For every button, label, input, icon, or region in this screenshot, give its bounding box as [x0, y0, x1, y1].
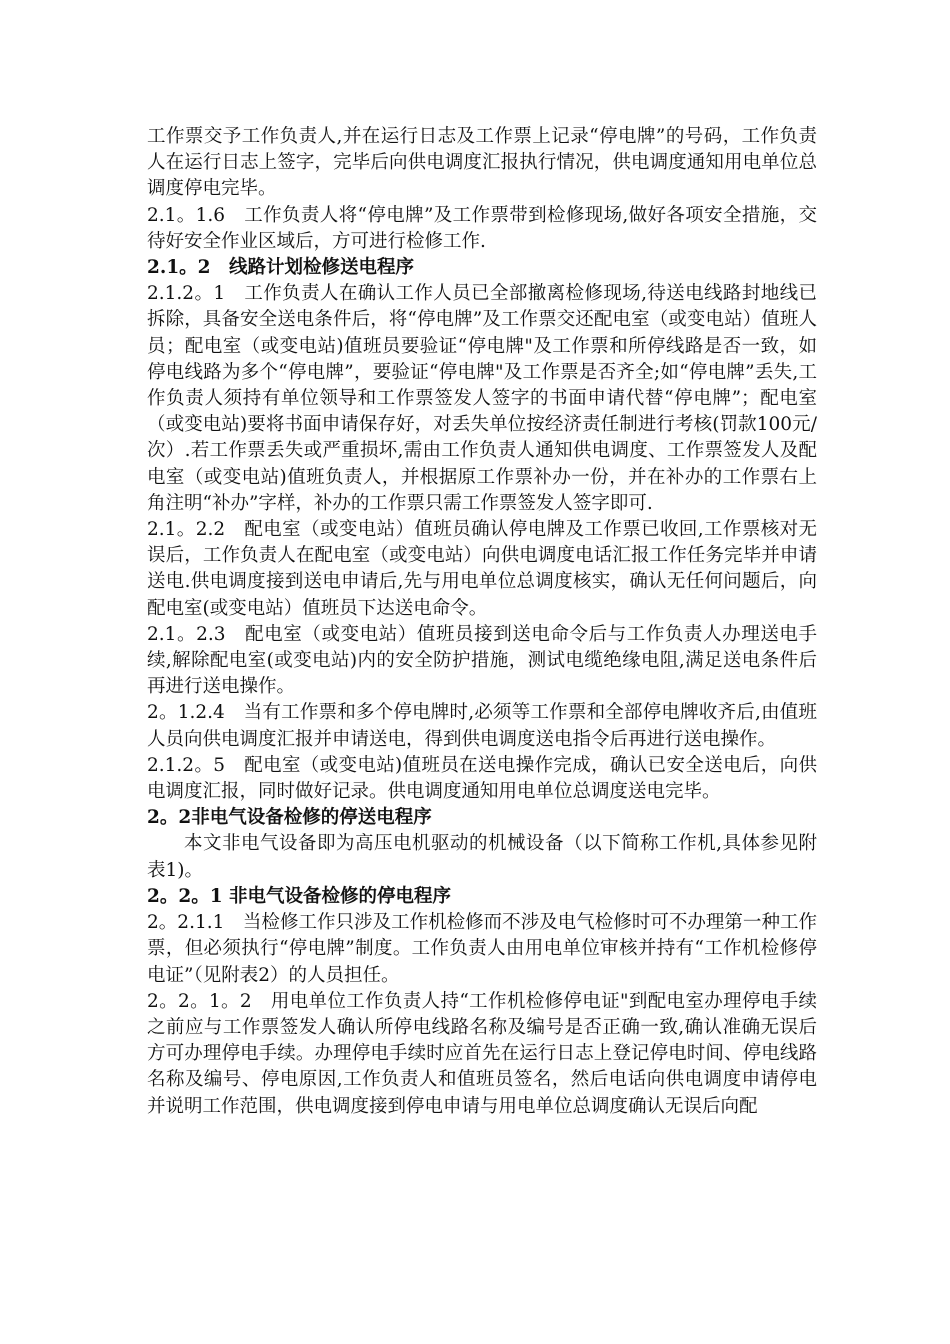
paragraph-8: 本文非电气设备即为高压电机驱动的机械设备（以下简称工作机,具体参见附表1)。 — [147, 833, 817, 881]
document-page — [147, 124, 817, 1120]
section-heading-2-1-2: 2.1。2 线路计划检修送电程序 — [147, 257, 415, 279]
paragraph-5: 2.1。2.3 配电室（或变电站）值班员接到送电命令后与工作负责人办理送电手续,解除配电室(或变电站)内的安全防护措施，测试电缆绝缘电阻,满足送电条件后再进行送电操作。 — [147, 623, 817, 698]
paragraph-7: 2.1.2。5 配电室（或变电站)值班员在送电操作完成，确认已安全送电后，向供电调度汇报，同时做好记录。供电调度通知用电单位总调度送电完毕。 — [147, 754, 817, 803]
section-heading-2-2: 2。2非电气设备检修的停送电程序 — [147, 807, 432, 829]
paragraph-2: 2.1。1.6 工作负责人将“停电牌”及工作票带到检修现场,做好各项安全措施，交待好安全作业区域后，方可进行检修工作. — [147, 204, 817, 252]
paragraph-1: 工作票交予工作负责人,并在运行日志及工作票上记录“停电牌”的号码，工作负责人在运行日志上签字，完毕后向供电调度汇报执行情况，供电调度通知用电单位总调度停电完毕。 — [147, 126, 817, 200]
section-heading-2-2-1: 2。2。1 非电气设备检修的停电程序 — [147, 885, 452, 907]
paragraph-6: 2。1.2.4 当有工作票和多个停电牌时,必须等工作票和全部停电牌收齐后,由值班人员向供电调度汇报并申请送电，得到供电调度送电指令后再进行送电操作。 — [147, 702, 817, 750]
paragraph-10: 2。2。1。2 用电单位工作负责人持“工作机检修停电证"到配电室办理停电手续之前应与工作票签发人确认所停电线路名称及编号是否正确一致,确认准确无误后方可办理停电手续。办理停电手续时应首先在运行日志上登记停电时间、停电线路名称及编号、停电原因,工作负责人和值班员签名，然后电话向供电调度申请停电并说明工作范围，供电调度接到停电申请与用电单位总调度确认无误后向配 — [147, 990, 817, 1117]
paragraph-9: 2。2.1.1 当检修工作只涉及工作机检修而不涉及电气检修时可不办理第一种工作票，但必须执行“停电牌”制度。工作负责人由用电单位审核并持有“工作机检修停电证”（见附表2）的人员担任。 — [147, 912, 817, 986]
paragraph-3: 2.1.2。1 工作负责人在确认工作人员已全部撤离检修现场,待送电线路封地线已拆除，具备安全送电条件后，将“停电牌”及工作票交还配电室（或变电站）值班人员；配电室（或变电站)值班员要验证“停电牌"及工作票和所停线路是否一致，如停电线路为多个“停电牌”，要验证“停电牌"及工作票是否齐全;如“停电牌”丢失,工作负责人须持有单位领导和工作票签发人签字的书面申请代替“停电牌”；配电室（或变电站)要将书面申请保存好，对丢失单位按经济责任制进行考核(罚款100元/次）.若工作票丢失或严重损坏,需由工作负责人通知供电调度、工作票签发人及配电室（或变电站)值班负责人，并根据原工作票补办一份，并在补办的工作票右上角注明“补办”字样，补办的工作票只需工作票签发人签字即可. — [147, 283, 817, 514]
paragraph-4: 2.1。2.2 配电室（或变电站）值班员确认停电牌及工作票已收回,工作票核对无误后，工作负责人在配电室（或变电站）向供电调度电话汇报工作任务完毕并申请送电.供电调度接到送电申请后,先与用电单位总调度核实，确认无任何问题后，向配电室(或变电站）值班员下达送电命令。 — [147, 519, 817, 619]
